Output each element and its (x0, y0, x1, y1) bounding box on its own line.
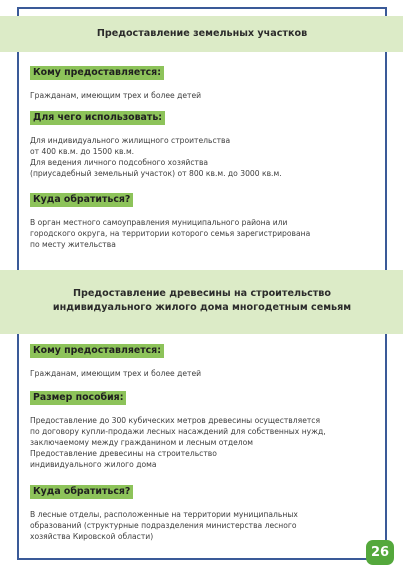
text-line: В орган местного самоуправления муниципального района или (30, 218, 288, 227)
where-label: Куда обратиться? (30, 485, 133, 499)
who-label: Кому предоставляется: (30, 66, 164, 80)
section-title-line: индивидуального жилого дома многодетным семьям (52, 302, 352, 313)
section-title: Предоставление земельных участков (96, 28, 308, 39)
text-line: хозяйства Кировской области) (30, 532, 154, 541)
amount-text (30, 415, 375, 470)
text-line: заключаемому между гражданином и лесным отделом (30, 438, 253, 447)
where-text (30, 217, 375, 250)
text-line: от 400 кв.м. до 1500 кв.м. (30, 147, 135, 156)
text-line: городского округа, на территории которого семья зарегистрирована (30, 229, 311, 238)
purpose-text (30, 135, 375, 179)
purpose-label: Для чего использовать: (30, 111, 165, 125)
who-text: Гражданам, имеющим трех и более детей (30, 91, 202, 100)
who-text: Гражданам, имеющим трех и более детей (30, 369, 202, 378)
text-line: индивидуального жилого дома (30, 460, 157, 469)
text-line: Для индивидуального жилищного строительства (30, 136, 231, 145)
section-title (17, 287, 387, 315)
text-line: В лесные отделы, расположенные на территории муниципальных (30, 510, 298, 519)
who-label: Кому предоставляется: (30, 344, 164, 358)
text-line: (приусадебный земельный участок) от 800 кв.м. до 3000 кв.м. (30, 169, 282, 178)
where-text (30, 509, 375, 542)
text-line: образований (структурные подразделения министерства лесного (30, 521, 297, 530)
page-number-badge: 26 (366, 540, 394, 565)
where-label: Куда обратиться? (30, 193, 133, 207)
text-line: Предоставление древесины на строительство (30, 449, 217, 458)
text-line: по месту жительства (30, 240, 116, 249)
text-line: Для ведения личного подсобного хозяйства (30, 158, 209, 167)
text-line: Предоставление до 300 кубических метров древесины осуществляется (30, 416, 321, 425)
section-title-line: Предоставление древесины на строительство (73, 288, 331, 299)
text-line: по договору купли-продажи лесных насаждений для собственных нужд, (30, 427, 326, 436)
amount-label: Размер пособия: (30, 391, 126, 405)
